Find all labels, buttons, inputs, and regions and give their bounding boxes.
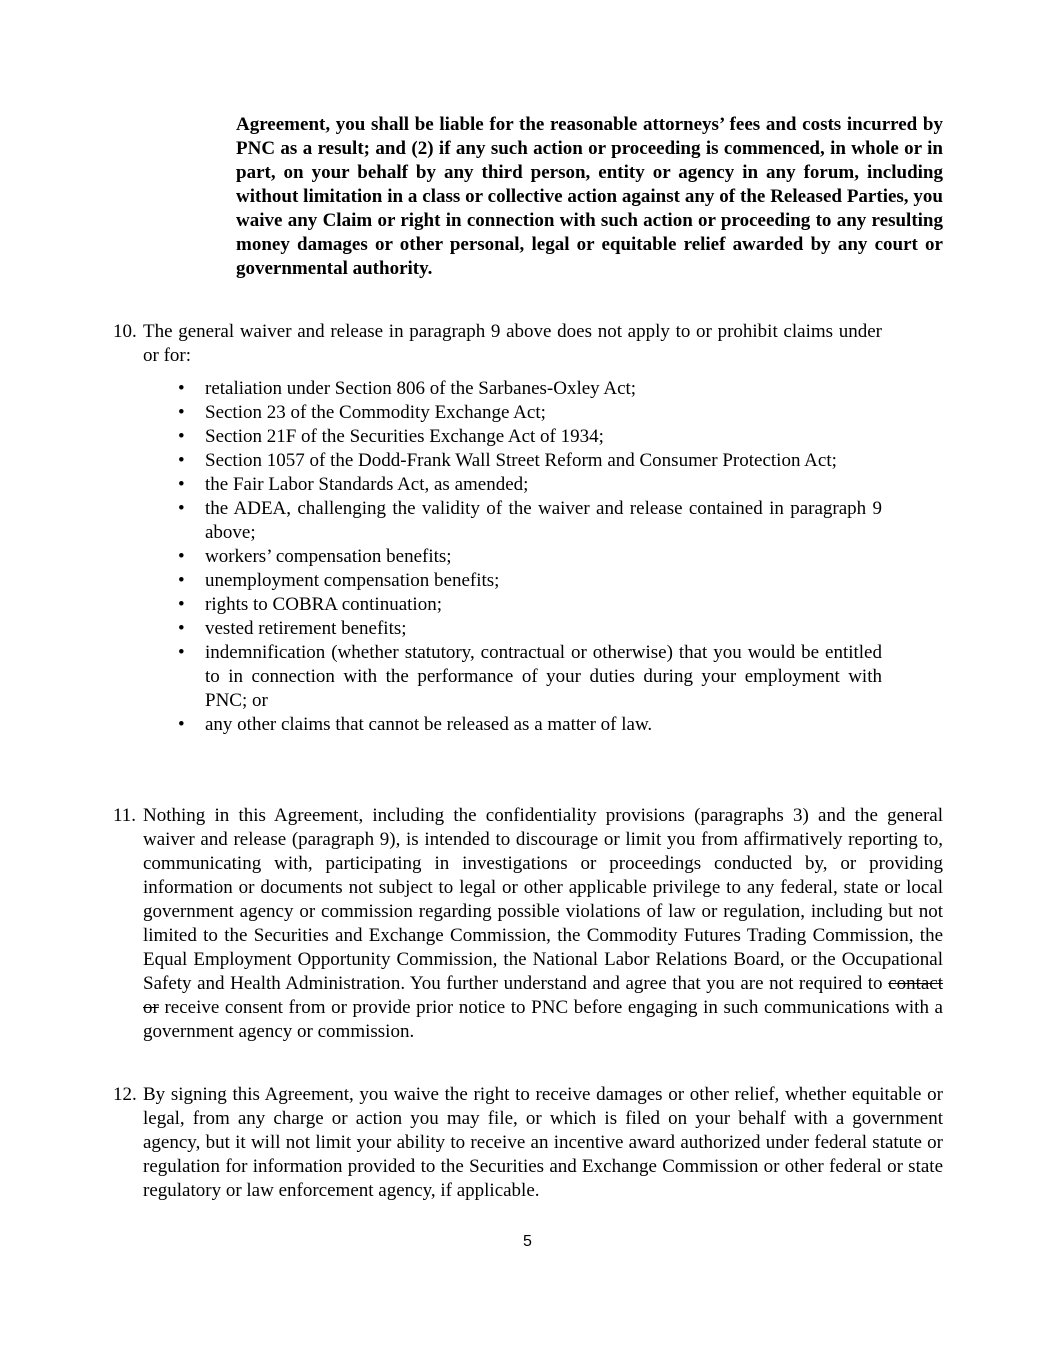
release-continuation-paragraph: Agreement, you shall be liable for the reasonable attorneys’ fees and costs incurred by PNC as a result; and (2) if any such action or proceeding is commenced, in whole or in part, on your behalf by any third person, entity or agency in any forum, including without limitation in a class or collective action against any of the Released Parties, you waive any Claim or right in connection with such action or proceeding to any resulting money damages or other personal, legal or equitable relief awarded by any court or governmental authority. [236,114,943,279]
bullet-icon: • [178,402,185,423]
bullet-icon: • [178,426,185,447]
list-item: • retaliation under Section 806 of the Sarbanes-Oxley Act; [178,378,637,399]
bullet-icon: • [178,498,185,519]
bullet-icon: • [178,570,185,591]
bullet-icon: • [178,618,185,639]
list-item: • any other claims that cannot be released as a matter of law. [178,714,653,735]
bullet-icon: • [178,450,185,471]
paragraph-11 [113,804,943,1044]
list-item: • indemnification (whether statutory, contractual or otherwise) that you would be entitled to in connection with the performance of your duties during your employment with PNC; or [178,642,882,711]
list-item: • Section 23 of the Commodity Exchange Act; [178,402,546,423]
paragraph-text: Nothing in this Agreement, including the confidentiality provisions (paragraphs 3) and the general waiver and release (paragraph 9), is intended to discourage or limit you from affirmatively reporting to, communicating with, participating in investigations or proceedings conducted by, or providing information or documents not subject to legal or other applicable privilege to any federal, state or local government agency or commission regarding possible violations of law or regulation, including but not limited to the Securities and Exchange Commission, the Commodity Futures Trading Commission, the Equal Employment Opportunity Commission, the National Labor Relations Board, or the Occupational Safety and Health Administration. You further understand and agree that you are not required to [143,805,943,994]
exception-list [178,377,882,737]
list-item: • Section 1057 of the Dodd-Frank Wall Street Reform and Consumer Protection Act; [178,450,837,471]
bullet-icon: • [178,594,185,615]
list-item: • unemployment compensation benefits; [178,570,500,591]
paragraph-number: 12. [113,1084,137,1105]
paragraph-10 [113,320,882,737]
list-item: • the ADEA, challenging the validity of the waiver and release contained in paragraph 9 above; [178,498,882,543]
paragraph-text: By signing this Agreement, you waive the right to receive damages or other relief, whether equitable or legal, from any charge or action you may file, or which is filed on your behalf with a government agency, but it will not limit your ability to receive an incentive award authorized under federal statute or regulation for information provided to the Securities and Exchange Commission or other federal or state regulatory or law enforcement agency, if applicable. [143,1084,943,1201]
page-number: 5 [523,1233,532,1250]
bullet-icon: • [178,714,185,735]
list-item: • the Fair Labor Standards Act, as amended; [178,474,529,495]
bullet-icon: • [178,378,185,399]
list-item: • Section 21F of the Securities Exchange Act of 1934; [178,426,604,447]
bullet-icon: • [178,546,185,567]
paragraph-text-continued: receive consent from or provide prior notice to PNC before engaging in such communications with a government agency or commission. [143,997,943,1042]
paragraph-text: The general waiver and release in paragraph 9 above does not apply to or prohibit claims under or for: [143,321,882,366]
bullet-icon: • [178,642,185,663]
paragraph-number: 10. [113,321,137,342]
struck-text: contact or [143,973,943,1018]
list-item: • workers’ compensation benefits; [178,546,452,567]
bullet-icon: • [178,474,185,495]
paragraph-number: 11. [113,805,137,826]
paragraph-12 [113,1083,943,1203]
list-item: • rights to COBRA continuation; [178,594,442,615]
list-item: • vested retirement benefits; [178,618,407,639]
